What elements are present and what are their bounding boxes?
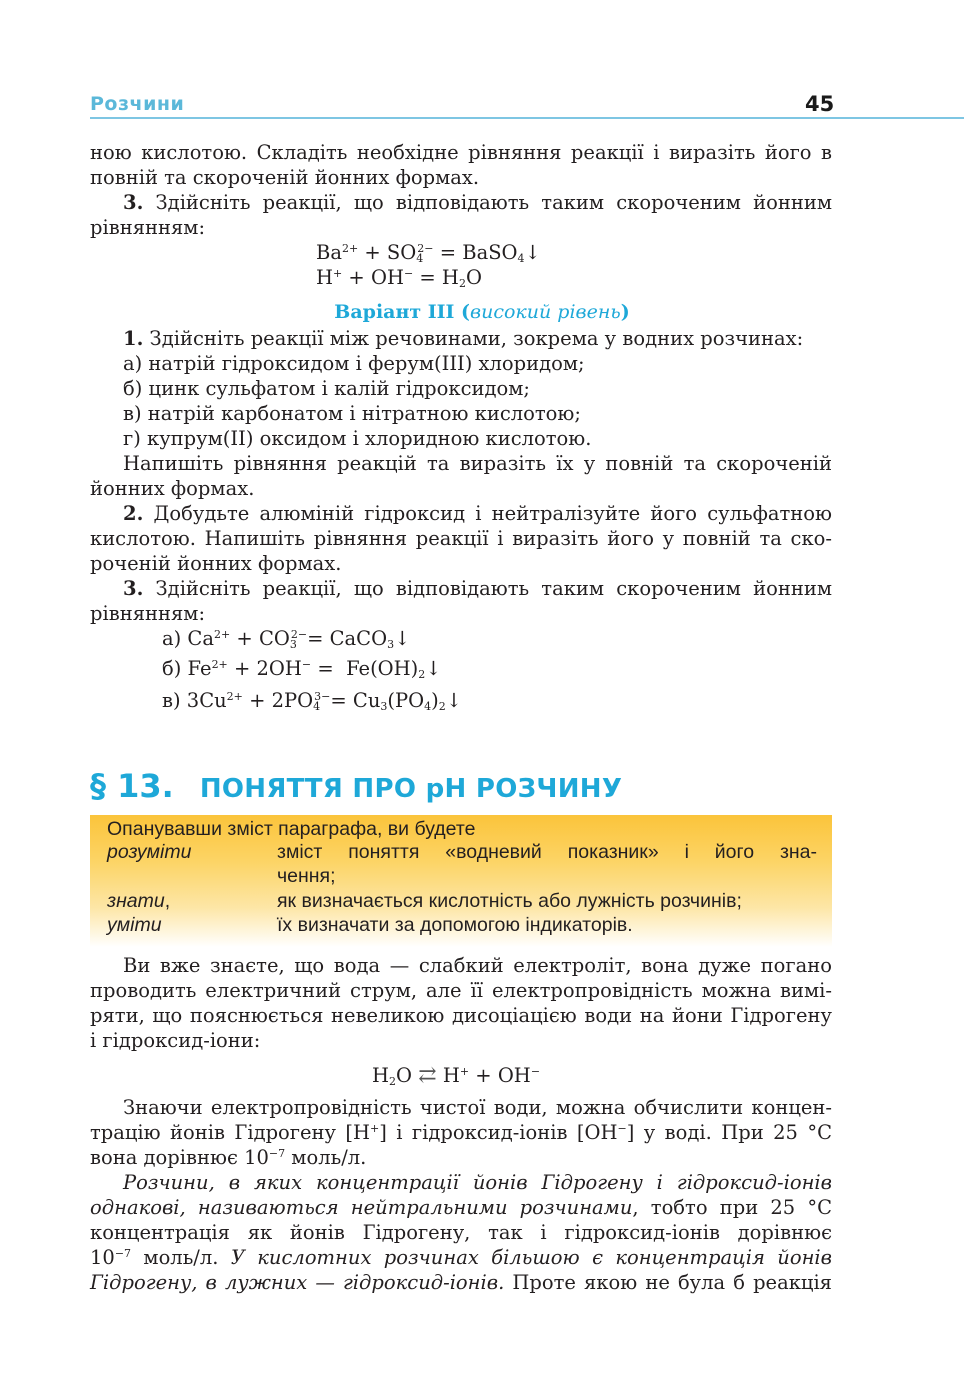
text-line: ною кислотою. Складіть необхідне рівняння реакції і виразіть його в	[90, 141, 832, 164]
text-line: повній та скороченій йонних формах.	[90, 166, 480, 189]
task-text: Здійсніть реакції, що відповідають таким скороченим йонним	[143, 577, 832, 600]
task-text: Здійсніть реакції між речовинами, зокрема у водних розчинах:	[143, 327, 804, 350]
text-line: і гідроксид-іони:	[90, 1029, 261, 1052]
list-item: в) натрій карбонатом і нітратною кислотою;	[123, 402, 581, 425]
task-3-line	[123, 190, 832, 215]
task-text: Здійсніть реакції, що відповідають таким скороченим йонним	[143, 191, 832, 214]
equation-water-dissociation: $H_2O$ ⇄ H+ + OH−	[372, 1063, 541, 1088]
section-title: ПОНЯТТЯ ПРО pH РОЗЧИНУ	[199, 774, 623, 804]
text-line: йонних формах.	[90, 477, 255, 500]
goal-label-can: уміти	[107, 914, 162, 936]
variant-3-heading: Варіант ІІІ (високий рівень)	[334, 301, 630, 323]
learning-goals-box	[90, 815, 832, 947]
task-text: Добудьте алюміній гідроксид і нейтралізуйте його сульфатною	[143, 502, 832, 525]
text-line: роченій йонних формах.	[90, 552, 342, 575]
list-item: б) цинк сульфатом і калій гідроксидом;	[123, 377, 530, 400]
task-number: 2.	[123, 502, 144, 525]
goal-label-understand: розуміти	[107, 841, 192, 863]
goal-text-know: як визначається кислотність або лужність розчинів;	[277, 890, 742, 912]
page-number: 45	[805, 92, 835, 116]
text-line: рівнянням:	[90, 216, 206, 239]
text-line: кислотою. Напишіть рівняння реакції і виразіть його у повній та ско-	[90, 527, 832, 550]
text-line: Знаючи електропровідність чистої води, можна обчислити концен-	[123, 1096, 832, 1119]
task-number: 3.	[123, 577, 144, 600]
running-header-title: Розчини	[90, 93, 185, 115]
text-line: $10^{-7}$ моль/л. У кислотних розчинах більшою є концентрація йонів	[90, 1246, 832, 1269]
text-line: Напишіть рівняння реакцій та виразіть їх у повній та скороченій	[123, 452, 832, 475]
section-heading	[90, 767, 622, 805]
text-line: однакові, називаються нейтральними розчинами, тобто при 25 °C	[90, 1196, 833, 1219]
task-2-line	[123, 501, 832, 526]
text-line: вона дорівнює $10^{-7}$ моль/л.	[90, 1146, 367, 1169]
text-line: ряти, що пояснюється невеликою дисоціацією води на йони Гідрогену	[90, 1004, 832, 1027]
list-item: г) купрум(ІІ) оксидом і хлоридною кислотою.	[123, 427, 592, 450]
goal-label-know: знати,	[107, 890, 171, 912]
header-rule	[90, 117, 964, 119]
equation-b: б) $Fe^{2+} + 2OH^-$ = $Fe(OH)_2↓$	[162, 657, 442, 681]
text-line: проводить електричний струм, але її електропровідність можна вимі-	[90, 979, 832, 1002]
equation-ba-so4: $Ba^{2+} + SO_4^{2-}$ = BaSO$_4$↓	[316, 241, 541, 265]
text-line: трацію йонів Гідрогену [H+] і гідроксид-іонів [OH−] у воді. При 25 °C	[90, 1121, 832, 1144]
text-line: Розчини, в яких концентрації йонів Гідрогену і гідроксид-іонів	[123, 1171, 832, 1194]
equation-a: а) $Ca^{2+} + CO_3^{2-}=$ CaCO$_3$↓	[162, 627, 411, 651]
task-1-line	[123, 326, 832, 351]
text-line: рівнянням:	[90, 602, 206, 625]
text-line: концентрація як йонів Гідрогену, так і гідроксид-іонів дорівнює	[90, 1221, 832, 1244]
text-line: Ви вже знаєте, що вода — слабкий електроліт, вона дуже погано	[123, 954, 832, 977]
text-line: Гідрогену, в лужних — гідроксид-іонів. Проте якою не була б реакція	[90, 1271, 832, 1294]
goal-text-can: їх визначати за допомогою індикаторів.	[277, 914, 633, 936]
equation-c: в) $3Cu^{2+} + 2PO_4^{3-}=$ $Cu_3(PO_4)_2↓$	[162, 689, 463, 713]
task-number: 3.	[123, 191, 144, 214]
goal-text-understand: зміст поняття «водневий показник» і його зна-	[277, 841, 817, 863]
equation-h-oh: $H^+ + OH^- = H_2O$	[316, 266, 482, 290]
task-number: 1.	[123, 327, 144, 350]
task-3-line	[123, 576, 832, 601]
variant-level: високий рівень	[470, 301, 621, 323]
list-item: а) натрій гідроксидом і ферум(ІІІ) хлоридом;	[123, 352, 585, 375]
section-number: § 13.	[90, 767, 174, 805]
goals-intro: Опанувавши зміст параграфа, ви будете	[107, 818, 476, 840]
goal-text-understand-cont: чення;	[277, 865, 336, 887]
